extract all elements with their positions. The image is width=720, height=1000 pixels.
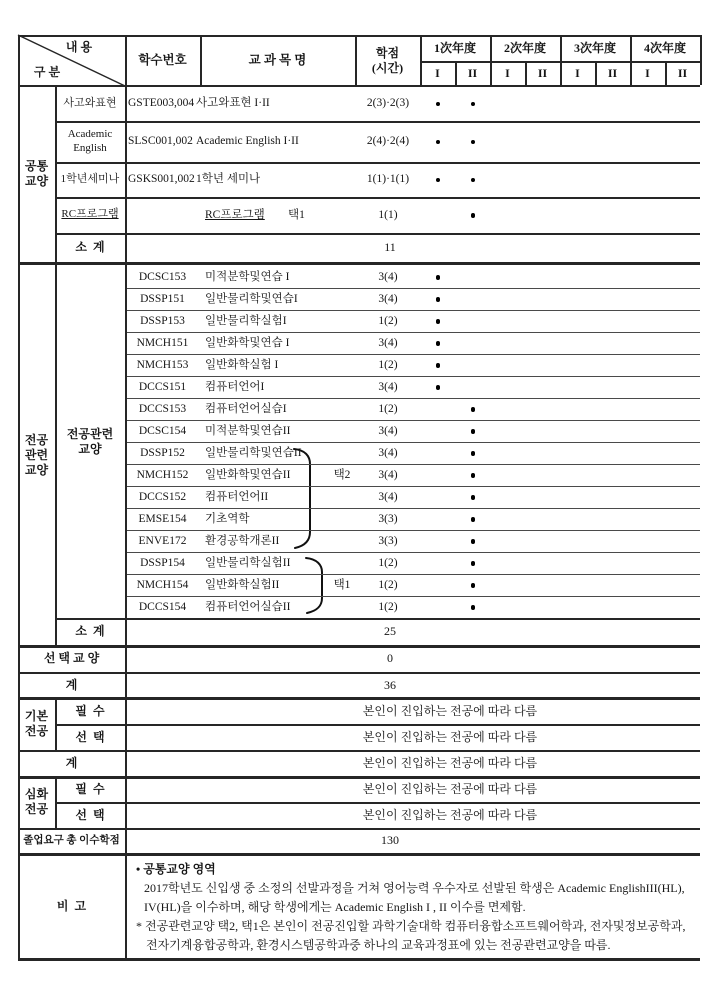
table-border bbox=[125, 508, 700, 509]
course-number: DCSC154 bbox=[138, 425, 187, 437]
course-credit: 3(4) bbox=[378, 381, 398, 393]
course-number: NMCH154 bbox=[136, 579, 189, 591]
subtotal-row bbox=[0, 618, 720, 645]
table-border bbox=[125, 376, 700, 377]
table-border bbox=[125, 464, 700, 465]
table-border bbox=[18, 645, 700, 648]
category-major-related-line: 전공 bbox=[24, 432, 49, 447]
header-term: II bbox=[607, 66, 618, 80]
course-number: DSSP154 bbox=[140, 557, 185, 569]
asterisk-marker: * bbox=[136, 919, 142, 933]
table-border bbox=[18, 697, 700, 700]
course-credit: 1(2) bbox=[378, 579, 398, 591]
course-number: DSSP152 bbox=[140, 447, 185, 459]
course-credit: 2(3)·2(3) bbox=[366, 97, 410, 109]
row-value: 본인이 진입하는 전공에 따라 다름 bbox=[362, 729, 538, 744]
course-name: 일반화학및연습 I bbox=[205, 337, 290, 349]
elective-liberal-row bbox=[0, 645, 720, 672]
row-label: 필 수 bbox=[75, 703, 105, 718]
table-border bbox=[125, 332, 700, 333]
header-year-3: 3次年度 bbox=[573, 40, 616, 55]
table-border bbox=[560, 35, 562, 85]
table-border bbox=[125, 442, 700, 443]
course-number: ENVE172 bbox=[138, 535, 187, 547]
header-course-no: 학수번호 bbox=[138, 52, 187, 67]
table-border bbox=[125, 420, 700, 421]
category-basic-line: 전공 bbox=[24, 724, 49, 738]
header-credit-line1: 학점 bbox=[375, 45, 400, 60]
header-term: II bbox=[537, 66, 548, 80]
table-border bbox=[55, 618, 700, 620]
basic-required-row bbox=[0, 698, 720, 724]
table-border bbox=[55, 802, 700, 804]
course-credit: 1(2) bbox=[378, 403, 398, 415]
course-credit: 3(4) bbox=[378, 337, 398, 349]
remarks-heading: 공통교양 영역 bbox=[143, 862, 216, 876]
category-major-related-line: 교양 bbox=[24, 462, 49, 477]
course-credit: 1(2) bbox=[378, 601, 398, 613]
row-value: 본인이 진입하는 전공에 따라 다름 bbox=[362, 755, 538, 770]
choice2-label: 택2 bbox=[333, 468, 351, 481]
row-label: 선 택 bbox=[75, 807, 105, 822]
table-border bbox=[18, 750, 700, 752]
remarks-content bbox=[136, 860, 694, 955]
course-number: NMCH152 bbox=[136, 469, 189, 481]
table-border bbox=[18, 35, 700, 37]
area-label: 사고와표현 bbox=[63, 96, 117, 109]
subtotal-value: 11 bbox=[384, 240, 396, 254]
table-border bbox=[125, 35, 127, 961]
course-number: DCCS151 bbox=[138, 381, 187, 393]
remarks-paragraph-1: 2017학년도 신입생 중 소정의 선발과정을 거쳐 영어능력 우수자로 선발된 학생은 Academic EnglishIII(HL), IV(HL)을 이수하며, 해당 학생에게는 Academic English I , II 이수를 면제함. bbox=[144, 881, 685, 914]
category-common-line: 교양 bbox=[24, 174, 49, 188]
course-number: SLSC001,002 bbox=[128, 135, 193, 147]
table-border bbox=[700, 35, 702, 85]
category-basic-line: 기본 bbox=[24, 709, 49, 723]
course-credit: 1(1)·1(1) bbox=[366, 173, 410, 185]
remarks-paragraph-2-text: 전공관련교양 택2, 택1은 본인이 전공진입할 과학기술대학 컴퓨터융합소프트웨어학과, 전자및정보공학과, 전자기계융합공학과, 환경시스템공학과중 하나의 교육과정표에 있는 전공관련교양을 따름. bbox=[145, 919, 686, 952]
table-border bbox=[125, 310, 700, 311]
course-name: 환경공학개론II bbox=[205, 535, 280, 547]
header-course-name: 교 과 목 명 bbox=[248, 52, 307, 67]
course-credit: 3(3) bbox=[378, 513, 398, 525]
table-border bbox=[55, 162, 700, 164]
table-border bbox=[55, 233, 700, 235]
table-border bbox=[18, 828, 700, 830]
course-credit: 3(4) bbox=[378, 425, 398, 437]
table-border bbox=[125, 596, 700, 597]
total-row bbox=[0, 672, 720, 698]
course-credit: 3(4) bbox=[378, 271, 398, 283]
table-border bbox=[355, 35, 357, 85]
area-major-related-line: 전공관련 bbox=[66, 426, 114, 441]
choice-label: 택1 bbox=[288, 209, 305, 221]
course-credit: 3(4) bbox=[378, 447, 398, 459]
subtotal-label: 소 계 bbox=[75, 624, 105, 638]
course-name: 일반물리학실험II bbox=[205, 557, 291, 569]
bullet-icon: • bbox=[136, 862, 141, 876]
table-border bbox=[18, 672, 700, 674]
row-value: 본인이 진입하는 전공에 따라 다름 bbox=[362, 703, 538, 718]
choice1-label: 택1 bbox=[333, 578, 351, 591]
table-border bbox=[630, 35, 632, 85]
table-border bbox=[18, 262, 700, 265]
remarks-heading-line bbox=[136, 860, 694, 879]
course-name: 미적분학및연습 I bbox=[205, 271, 290, 283]
advanced-elective-row bbox=[0, 802, 720, 828]
row-label: 선 택 교 양 bbox=[43, 651, 100, 665]
row-value: 36 bbox=[384, 677, 396, 692]
area-major-related-line: 교양 bbox=[78, 441, 102, 456]
table-border bbox=[55, 265, 57, 645]
header-term: I bbox=[575, 66, 580, 80]
header-term: I bbox=[645, 66, 650, 80]
table-border bbox=[18, 958, 700, 961]
course-name: Academic English I·II bbox=[196, 135, 299, 147]
course-name: 1학년 세미나 bbox=[196, 173, 261, 185]
header-corner-content: 내 용 bbox=[65, 39, 93, 54]
header-year-4: 4次年度 bbox=[643, 40, 686, 55]
row-value: 본인이 진입하는 전공에 따라 다름 bbox=[362, 807, 538, 822]
table-border bbox=[665, 61, 667, 85]
basic-elective-row bbox=[0, 724, 720, 750]
graduation-row bbox=[0, 828, 720, 853]
row-value: 130 bbox=[381, 833, 399, 847]
course-number: DCCS154 bbox=[138, 601, 187, 613]
header-term: II bbox=[677, 66, 688, 80]
row-label: 필 수 bbox=[75, 781, 105, 796]
course-name: 사고와표현 I·II bbox=[196, 97, 270, 109]
course-name: 일반물리학실험I bbox=[205, 315, 287, 327]
course-name: 미적분학및연습II bbox=[205, 425, 291, 437]
table-border bbox=[18, 35, 20, 961]
course-name: 기초역학 bbox=[205, 513, 250, 525]
course-name: 일반물리학및연습I bbox=[205, 293, 298, 305]
course-number: DCSC153 bbox=[138, 271, 187, 283]
course-credit: 3(4) bbox=[378, 293, 398, 305]
course-name: 컴퓨터언어실습II bbox=[205, 601, 291, 613]
table-border bbox=[55, 724, 700, 726]
row-label: 선 택 bbox=[75, 729, 105, 744]
table-border bbox=[525, 61, 527, 85]
category-advanced-line: 심화 bbox=[24, 787, 49, 801]
course-credit: 1(1) bbox=[378, 209, 398, 221]
category-common-line: 공통 bbox=[24, 159, 49, 173]
row-value: 0 bbox=[387, 651, 393, 665]
table-border bbox=[55, 197, 700, 199]
table-border bbox=[490, 35, 492, 85]
table-border bbox=[55, 121, 700, 123]
header-year-1: 1次年度 bbox=[433, 40, 476, 55]
table-border bbox=[55, 698, 57, 750]
header-year-2: 2次年度 bbox=[503, 40, 546, 55]
course-number: DCCS153 bbox=[138, 403, 187, 415]
table-border bbox=[125, 574, 700, 575]
remarks-label: 비 고 bbox=[56, 899, 87, 913]
header-term: II bbox=[467, 66, 478, 80]
category-advanced-line: 전공 bbox=[24, 802, 49, 816]
subtotal-label: 소 계 bbox=[75, 240, 105, 254]
table-border bbox=[18, 85, 700, 87]
table-border bbox=[55, 776, 57, 828]
course-number: EMSE154 bbox=[138, 513, 187, 525]
header-corner-category: 구 분 bbox=[33, 64, 61, 79]
table-border bbox=[125, 552, 700, 553]
row-value: 본인이 진입하는 전공에 따라 다름 bbox=[362, 781, 538, 796]
header-credit-line2: (시간) bbox=[371, 60, 404, 75]
course-name: 일반화학및연습II bbox=[205, 469, 291, 481]
header-term: I bbox=[435, 66, 440, 80]
basic-total-row bbox=[0, 750, 720, 776]
subtotal-value: 25 bbox=[384, 624, 396, 638]
course-number: NMCH153 bbox=[136, 359, 189, 371]
remarks-paragraph-2 bbox=[136, 917, 694, 955]
category-major-related-line: 관련 bbox=[24, 447, 49, 462]
advanced-required-row bbox=[0, 776, 720, 802]
course-credit: 1(2) bbox=[378, 315, 398, 327]
course-credit: 3(4) bbox=[378, 491, 398, 503]
course-name: 컴퓨터언어II bbox=[205, 491, 269, 503]
course-credit: 1(2) bbox=[378, 557, 398, 569]
table-border bbox=[420, 35, 422, 85]
table-border bbox=[125, 530, 700, 531]
course-credit: 3(3) bbox=[378, 535, 398, 547]
area-label: Academic English bbox=[67, 127, 116, 154]
course-name: 일반화학실험 I bbox=[205, 359, 279, 371]
row-label: 계 bbox=[65, 755, 78, 770]
header-term: I bbox=[505, 66, 510, 80]
area-label: RC프로그램 bbox=[61, 208, 119, 221]
course-number: NMCH151 bbox=[136, 337, 189, 349]
area-label: 1학년세미나 bbox=[60, 172, 120, 185]
course-number: GSTE003,004 bbox=[128, 97, 195, 109]
table-border bbox=[125, 486, 700, 487]
course-credit: 1(2) bbox=[378, 359, 398, 371]
table-border bbox=[18, 853, 700, 856]
row-label: 졸업요구 총 이수학점 bbox=[23, 834, 120, 846]
table-border bbox=[55, 86, 57, 262]
course-number: DSSP153 bbox=[140, 315, 185, 327]
course-credit: 2(4)·2(4) bbox=[366, 135, 410, 147]
table-border bbox=[455, 61, 457, 85]
row-label: 계 bbox=[65, 677, 78, 692]
course-name: 컴퓨터언어실습I bbox=[205, 403, 287, 415]
course-number: DSSP151 bbox=[140, 293, 185, 305]
table-border bbox=[200, 35, 202, 85]
course-number: GSKS001,002 bbox=[128, 173, 195, 185]
course-name: 일반물리학및연습II bbox=[205, 447, 302, 459]
course-name: 컴퓨터언어I bbox=[205, 381, 265, 393]
table-border bbox=[125, 288, 700, 289]
table-border bbox=[595, 61, 597, 85]
table-border bbox=[125, 398, 700, 399]
course-number: DCCS152 bbox=[138, 491, 187, 503]
table-border bbox=[18, 776, 700, 779]
table-border bbox=[125, 354, 700, 355]
course-name: RC프로그램 bbox=[205, 209, 265, 221]
course-name: 일반화학실험II bbox=[205, 579, 280, 591]
course-credit: 3(4) bbox=[378, 469, 398, 481]
